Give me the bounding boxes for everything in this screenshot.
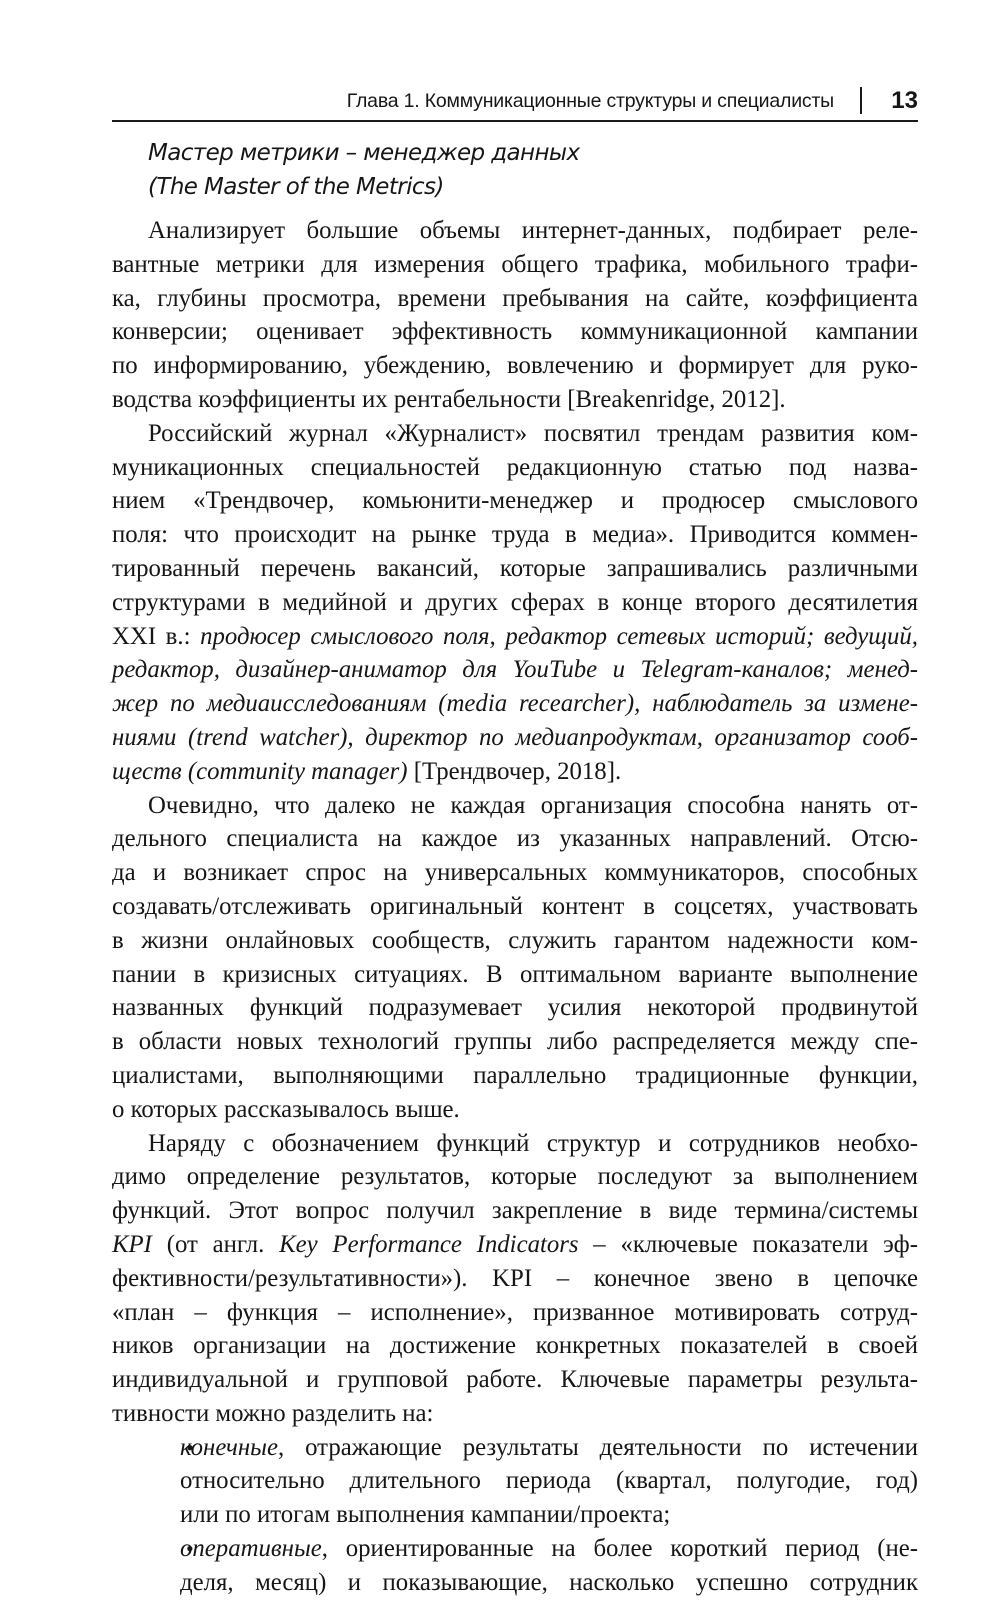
- text-line: «план – функция – исполнение», призванное мотивировать сотруд-: [112, 1298, 918, 1326]
- text-line: Наряду с обозначением функций структур и сотрудников необхо-: [148, 1129, 918, 1157]
- list-item: [112, 1532, 918, 1600]
- paragraph-kpi: [112, 1127, 918, 1431]
- text-line: создавать/отслеживать оригинальный контент в соцсетях, участвовать: [112, 892, 918, 920]
- paragraph-journalist-article: [112, 417, 918, 789]
- vacancy-list-text: ществ (community manager): [112, 757, 408, 785]
- text-line: да и возникает спрос на универсальных коммуникаторов, способных: [112, 859, 918, 887]
- section-heading: [148, 136, 579, 204]
- text-line: относительно длительного периода (квартал, полугодие, год): [180, 1467, 918, 1495]
- text-line: димо определение результатов, которые последуют за выполнением: [112, 1163, 918, 1191]
- text-line: тированный перечень вакансий, которые запрашивались различными: [112, 554, 918, 582]
- text-line: по информированию, убеждению, вовлечению и формирует для руко-: [112, 352, 918, 380]
- text-line: или по итогам выполнения кампании/проекта;: [180, 1501, 671, 1529]
- text-line: дельного специалиста на каждое из указанных направлений. Отсю-: [112, 825, 918, 853]
- text-line: фективности/результативности»). KPI – конечное звено в цепочке: [112, 1264, 918, 1292]
- text-line: вантные метрики для измерения общего трафика, мобильного трафи-: [112, 250, 918, 278]
- text-line: Анализирует большие объемы интернет-данных, подбирает реле-: [148, 217, 918, 244]
- text-line: водства коэффициенты их рентабельности [Breakenridge, 2012].: [112, 385, 786, 413]
- text-line: о которых рассказывалось выше.: [112, 1095, 460, 1123]
- citation: [Трендвочер, 2018].: [407, 757, 622, 785]
- text-line: ка, глубины просмотра, времени пребывания на сайте, коэффициента: [112, 284, 918, 312]
- text-line: циалистами, выполняющими параллельно традиционные функции,: [112, 1061, 918, 1089]
- text-line: [180, 1532, 918, 1566]
- body-text: [112, 214, 918, 1600]
- kpi-english-term: Key Performance Indicators: [279, 1230, 579, 1258]
- text-line: [112, 755, 918, 789]
- vacancy-list-text: жер по медиаисследованиям (media recearcher), наблюдатель за измене-: [112, 690, 918, 718]
- text-line: тивности можно разделить на:: [112, 1399, 434, 1427]
- text-line: индивидуальной и групповой работе. Ключевые параметры результа-: [112, 1366, 918, 1394]
- list-item: [112, 1431, 918, 1532]
- text-line: [112, 721, 918, 755]
- text-run: XXI в.:: [112, 622, 201, 650]
- text-line: нием «Трендвочер, комьюнити-менеджер и продюсер смыслового: [112, 487, 918, 515]
- vacancy-list-text: ниями (trend watcher), директор по медиапродуктам, организатор сооб-: [112, 723, 918, 751]
- text-line: поля: что происходит на рынке труда в медиа». Приводится коммен-: [112, 521, 918, 549]
- kpi-types-list: [112, 1431, 918, 1600]
- text-line: пании в кризисных ситуациях. В оптимальном варианте выполнение: [112, 960, 918, 988]
- section-title-en: (The Master of the Metrics): [148, 174, 444, 200]
- text-run: , отражающие результаты деятельности по истечении: [277, 1433, 918, 1461]
- paragraph-metrics-master: [112, 214, 918, 417]
- text-line: [112, 653, 918, 687]
- text-line: конверсии; оценивает эффективность коммуникационной кампании: [112, 318, 918, 346]
- text-line: в области новых технологий группы либо распределяется между спе-: [112, 1028, 918, 1056]
- text-line: структурами в медийной и других сферах в конце второго десятилетия: [112, 588, 918, 616]
- paragraph-universal-communicators: [112, 789, 918, 1127]
- chapter-title: Глава 1. Коммуникационные структуры и специалисты: [346, 90, 834, 112]
- text-line: [112, 620, 918, 654]
- text-line: деля, месяц) и показывающие, насколько успешно сотрудник: [180, 1568, 918, 1596]
- vacancy-list-text: редактор, дизайнер-аниматор для YouTube и Telegram-каналов; менед-: [112, 656, 918, 684]
- list-term: оперативные: [180, 1535, 322, 1563]
- text-line: названных функций подразумевает усилия некоторой продвинутой: [112, 994, 918, 1022]
- vacancy-list-text: продюсер смыслового поля, редактор сетевых историй; ведущий,: [200, 622, 918, 650]
- running-header: [112, 84, 918, 122]
- text-line: ников организации на достижение конкретных показателей в своей: [112, 1332, 918, 1360]
- page-number: 13: [891, 87, 918, 114]
- text-run: – «ключевые показатели эф-: [578, 1230, 919, 1258]
- text-line: муникационных специальностей редакционную статью под назва-: [112, 453, 918, 481]
- kpi-term: KPI: [112, 1230, 152, 1258]
- text-run: , ориентированные на более короткий период (не-: [321, 1535, 918, 1563]
- text-line: Российский журнал «Журналист» посвятил трендам развития ком-: [148, 419, 918, 447]
- text-run: (от англ.: [151, 1230, 280, 1258]
- list-term: конечные: [180, 1433, 278, 1461]
- text-line: функций. Этот вопрос получил закрепление в виде термина/системы: [112, 1197, 918, 1225]
- text-line: Очевидно, что далеко не каждая организация способна нанять от-: [148, 791, 918, 819]
- header-separator: [860, 87, 862, 114]
- text-line: [112, 687, 918, 721]
- text-line: в жизни онлайновых сообществ, служить гарантом надежности ком-: [112, 926, 918, 954]
- text-line: [180, 1431, 918, 1465]
- section-title-ru: Мастер метрики – менеджер данных: [148, 140, 580, 166]
- text-line: [112, 1228, 918, 1262]
